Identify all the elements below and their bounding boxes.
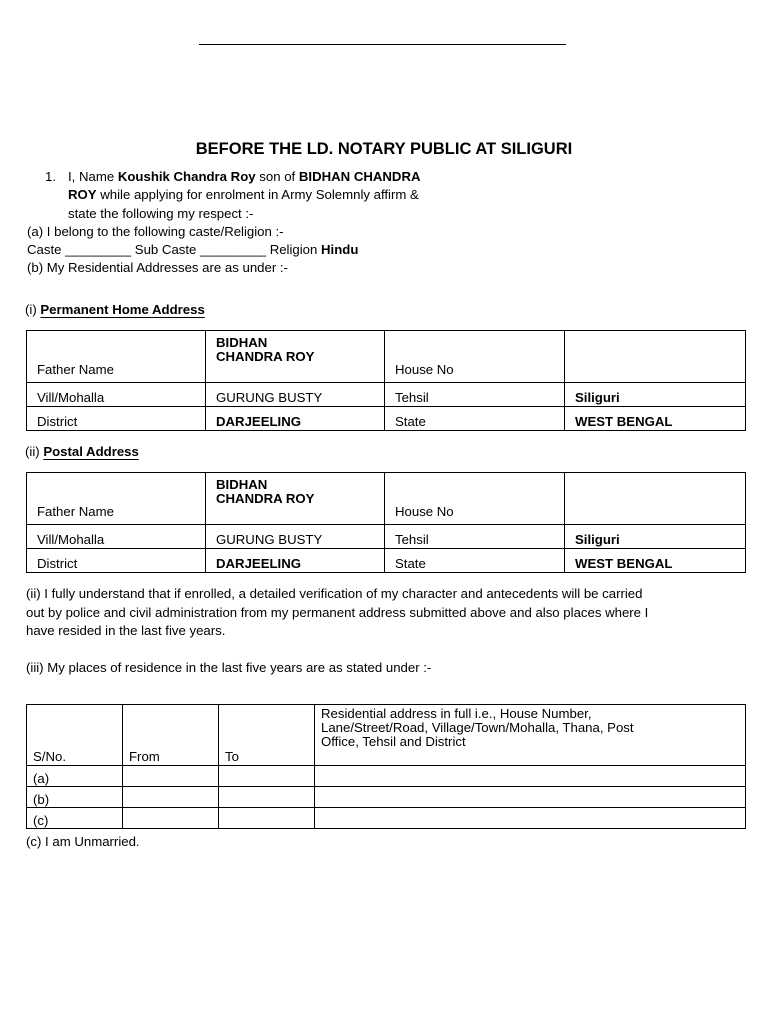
address-cell (315, 787, 746, 808)
table-header-row (27, 705, 746, 766)
district-value: DARJEELING (206, 407, 385, 431)
state-label: State (385, 407, 565, 431)
state-value: WEST BENGAL (565, 407, 746, 431)
house-no-label: House No (385, 473, 565, 525)
verification-line-1: (ii) I fully understand that if enrolled, a detailed verification of my character and antecedents will be carried (26, 586, 643, 601)
intro-line-2 (68, 186, 419, 204)
residence-table (26, 704, 746, 829)
address-header-line: Office, Tehsil and District (321, 734, 466, 749)
caste-fields: Caste _________ Sub Caste _________ Religion (27, 242, 322, 257)
state-label: State (385, 549, 565, 573)
address-cell (315, 766, 746, 787)
row-label: (b) (27, 787, 123, 808)
tehsil-label: Tehsil (385, 525, 565, 549)
from-cell (123, 787, 219, 808)
table-row (27, 549, 746, 573)
father-name-label: Father Name (27, 331, 206, 383)
father-name-value (206, 473, 385, 525)
vill-value: GURUNG BUSTY (206, 383, 385, 407)
tehsil-value: Siliguri (565, 525, 746, 549)
postal-address-table (26, 472, 746, 573)
to-cell (219, 766, 315, 787)
address-header-line: Residential address in full i.e., House Number, (321, 706, 592, 721)
table-row (27, 808, 746, 829)
from-cell (123, 766, 219, 787)
section-prefix: (ii) (25, 444, 44, 459)
district-label: District (27, 549, 206, 573)
intro-line-3: state the following my respect :- (68, 206, 254, 221)
father-name-value (206, 331, 385, 383)
vill-label: Vill/Mohalla (27, 525, 206, 549)
top-rule (199, 44, 566, 45)
intro-text: while applying for enrolment in Army Solemnly affirm & (96, 187, 419, 202)
address-cell (315, 808, 746, 829)
district-label: District (27, 407, 206, 431)
tehsil-value: Siliguri (565, 383, 746, 407)
marital-status: (c) I am Unmarried. (26, 834, 140, 849)
applicant-name: Koushik Chandra Roy (117, 169, 256, 184)
vill-label: Vill/Mohalla (27, 383, 206, 407)
table-row (27, 766, 746, 787)
intro-line-1 (68, 168, 421, 186)
state-value: WEST BENGAL (565, 549, 746, 573)
to-cell (219, 808, 315, 829)
verification-line-3: have resided in the last five years. (26, 623, 226, 638)
table-row (27, 383, 746, 407)
religion-value: Hindu (321, 242, 359, 257)
father-name-label: Father Name (27, 473, 206, 525)
father-value-line: CHANDRA ROY (216, 491, 315, 506)
row-label: (c) (27, 808, 123, 829)
address-header (315, 705, 746, 766)
intro-text: son of (255, 169, 299, 184)
postal-address-label: Postal Address (43, 444, 139, 459)
document-title: BEFORE THE LD. NOTARY PUBLIC AT SILIGURI (195, 140, 573, 158)
district-value: DARJEELING (206, 549, 385, 573)
to-header: To (219, 705, 315, 766)
row-label: (a) (27, 766, 123, 787)
section-prefix: (i) (25, 302, 41, 317)
sno-header: S/No. (27, 705, 123, 766)
residence-heading: (iii) My places of residence in the last five years are as stated under :- (26, 660, 432, 675)
house-no-label: House No (385, 331, 565, 383)
table-row (27, 525, 746, 549)
to-cell (219, 787, 315, 808)
father-name-part-2: ROY (68, 187, 97, 202)
father-name-part-1: BIDHAN CHANDRA (298, 169, 421, 184)
table-row (27, 787, 746, 808)
addresses-heading: (b) My Residential Addresses are as under :- (27, 260, 288, 275)
permanent-address-table (26, 330, 746, 431)
intro-number: 1. (45, 169, 56, 184)
permanent-address-heading (25, 301, 205, 319)
intro-text: I, Name (68, 169, 118, 184)
vill-value: GURUNG BUSTY (206, 525, 385, 549)
from-cell (123, 808, 219, 829)
house-no-value (565, 473, 746, 525)
tehsil-label: Tehsil (385, 383, 565, 407)
caste-heading: (a) I belong to the following caste/Religion :- (27, 224, 284, 239)
father-value-line: BIDHAN (216, 335, 268, 350)
postal-address-heading (25, 443, 139, 461)
from-header: From (123, 705, 219, 766)
permanent-address-label: Permanent Home Address (40, 302, 205, 317)
house-no-value (565, 331, 746, 383)
father-value-line: CHANDRA ROY (216, 349, 315, 364)
table-row (27, 473, 746, 525)
table-row (27, 331, 746, 383)
verification-line-2: out by police and civil administration from my permanent address submitted above and also places where I (26, 605, 649, 620)
table-row (27, 407, 746, 431)
address-header-line: Lane/Street/Road, Village/Town/Mohalla, Thana, Post (321, 720, 634, 735)
father-value-line: BIDHAN (216, 477, 268, 492)
caste-line (27, 241, 358, 259)
